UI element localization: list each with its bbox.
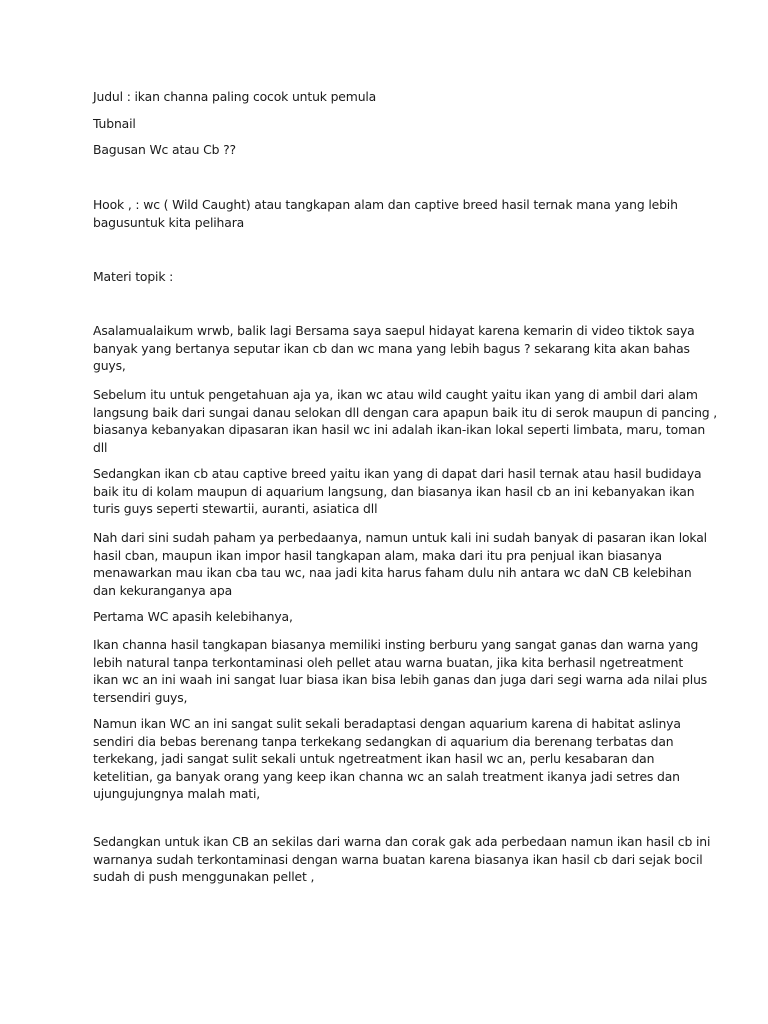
paragraph-line: ujungujungnya malah mati, <box>93 786 261 802</box>
paragraph-line: langsung baik dari sungai danau selokan dll dengan cara apapun baik itu di serok maupun di pancing , <box>93 404 718 420</box>
paragraph-line: hasil cban, maupun ikan impor hasil tangkapan alam, maka dari itu pra penjual ikan biasanya <box>93 547 662 563</box>
paragraph-differences <box>93 529 707 599</box>
paragraph-line: dan kekuranganya apa <box>93 582 233 598</box>
paragraph-line: biasanya kebanyakan dipasaran ikan hasil wc ini adalah ikan-ikan lokal seperti limbata, maru, toman <box>93 422 706 438</box>
paragraph-wc-disadvantages <box>93 715 681 803</box>
paragraph-line: Sedangkan untuk ikan CB an sekilas dari warna dan corak gak ada perbedaan namun ikan hasil cb ini <box>93 834 711 849</box>
paragraph-line: Sebelum itu untuk pengetahuan aja ya, ikan wc atau wild caught yaitu ikan yang di ambil dari alam <box>93 387 698 402</box>
paragraph-wc-advantages <box>93 636 708 706</box>
thumbnail-line: Tubnail <box>93 116 136 131</box>
paragraph-line: Pertama WC apasih kelebihanya, <box>93 609 293 624</box>
paragraph-line: sendiri dia bebas berenang tanpa terkekang sedangkan di aquarium dia berenang terbatas dan <box>93 733 674 749</box>
paragraph-line: ketelitian, ga banyak orang yang keep ikan channa wc an salah treatment ikanya jadi setres dan <box>93 768 680 784</box>
question-line: Bagusan Wc atau Cb ?? <box>93 142 236 157</box>
hook-paragraph <box>93 196 681 231</box>
paragraph-greeting <box>93 322 695 375</box>
paragraph-line: Namun ikan WC an ini sangat sulit sekali beradaptasi dengan aquarium karena di habitat aslinya <box>93 716 681 731</box>
paragraph-line: dll <box>93 439 108 455</box>
paragraph-line: warnanya sudah terkontaminasi dengan warna buatan karena biasanya ikan hasil cb dari sejak bocil <box>93 851 703 867</box>
hook-line: bagusuntuk kita pelihara <box>93 214 245 230</box>
paragraph-line: menawarkan mau ikan cba tau wc, naa jadi kita harus faham dulu nih antara wc daN CB kelebihan <box>93 565 692 581</box>
paragraph-line: banyak yang bertanya seputar ikan cb dan wc mana yang lebih bagus ? sekarang kita akan bahas <box>93 340 690 356</box>
paragraph-cb-comparison <box>93 833 711 886</box>
paragraph-line: terkekang, jadi sangat sulit sekali untuk ngetreatment ikan hasil wc an, perlu kesabaran dan <box>93 751 655 767</box>
paragraph-line: turis guys seperti stewartii, auranti, asiatica dll <box>93 501 378 517</box>
paragraph-line: guys, <box>93 358 126 374</box>
topic-heading: Materi topik : <box>93 269 174 284</box>
paragraph-wc-advantages-heading <box>93 608 681 626</box>
paragraph-line: tersendiri guys, <box>93 689 188 705</box>
paragraph-captive-breed <box>93 465 702 518</box>
paragraph-line: Sedangkan ikan cb atau captive breed yaitu ikan yang di dapat dari hasil ternak atau hasil budidaya <box>93 466 702 481</box>
paragraph-line: ikan wc an ini waah ini sangat luar biasa ikan bisa lebih ganas dan juga dari segi warna ada nilai plus <box>93 672 708 688</box>
paragraph-wild-caught <box>93 386 718 456</box>
paragraph-line: sudah di push menggunakan pellet , <box>93 869 315 885</box>
paragraph-line: lebih natural tanpa terkontaminasi oleh pellet atau warna buatan, jika kita berhasil ngetreatment <box>93 654 684 670</box>
paragraph-line: baik itu di kolam maupun di aquarium langsung, dan biasanya ikan hasil cb an ini kebanyakan ikan <box>93 483 695 499</box>
hook-line: Hook , : wc ( Wild Caught) atau tangkapan alam dan captive breed hasil ternak mana yang lebih <box>93 197 678 212</box>
paragraph-line: Asalamualaikum wrwb, balik lagi Bersama saya saepul hidayat karena kemarin di video tiktok saya <box>93 323 695 338</box>
paragraph-line: Nah dari sini sudah paham ya perbedaanya, namun untuk kali ini sudah banyak di pasaran ikan lokal <box>93 530 707 545</box>
paragraph-line: Ikan channa hasil tangkapan biasanya memiliki insting berburu yang sangat ganas dan warna yang <box>93 637 699 652</box>
title-line: Judul : ikan channa paling cocok untuk pemula <box>93 89 377 104</box>
